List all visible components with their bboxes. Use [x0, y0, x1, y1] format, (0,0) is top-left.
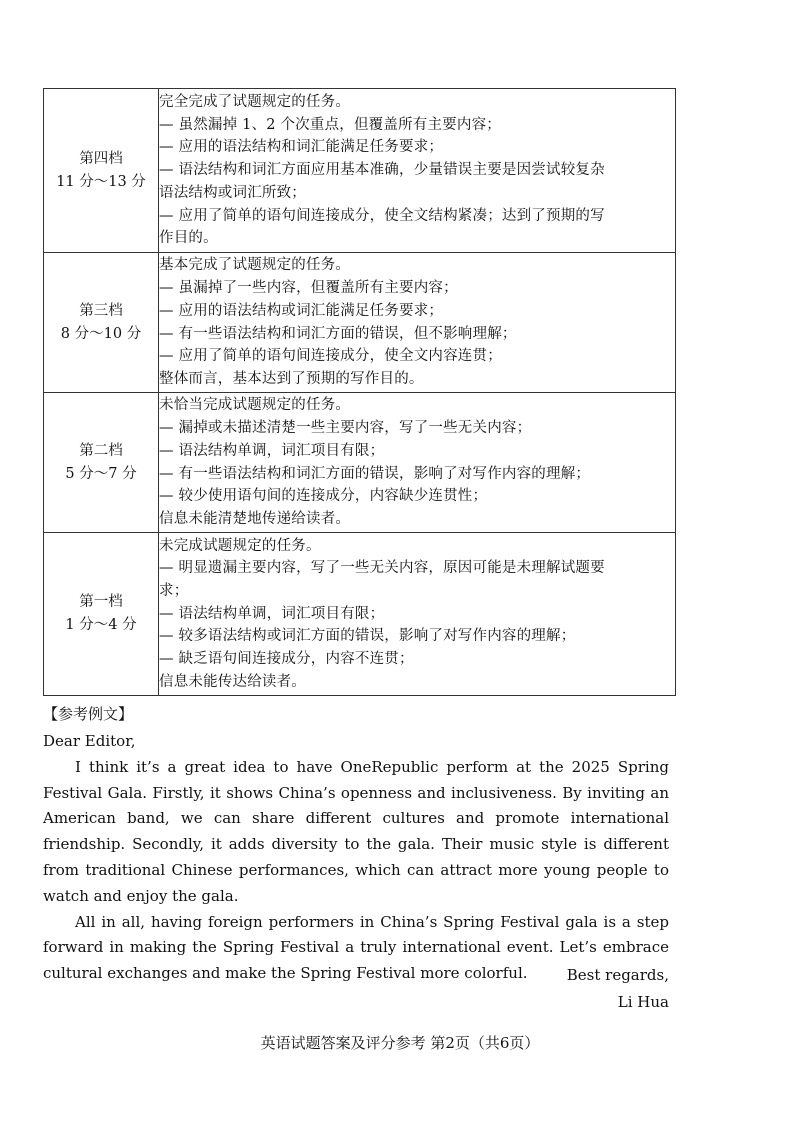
grade-score-range: 1 分～4 分 [65, 617, 137, 633]
criteria-line: — 有一些语法结构和词汇方面的错误，影响了对写作内容的理解； [159, 465, 591, 482]
criteria-line: — 漏掉或未描述清楚一些主要内容，写了一些无关内容； [159, 420, 532, 437]
criteria-line: — 应用了简单的语句间连接成分，使全文内容连贯； [159, 348, 502, 365]
grade-label-cell [44, 393, 159, 533]
letter-closing: Best regards, [566, 966, 669, 984]
page-footer: 英语试题答案及评分参考 第2页（共6页） [260, 1034, 540, 1052]
criteria-line: — 应用了简单的语句间连接成分，使全文结构紧凑；达到了预期的写 [159, 207, 605, 224]
grade-score-range: 8 分～10 分 [60, 325, 142, 342]
grade-label-cell [44, 89, 159, 253]
grade-criteria-cell [159, 533, 676, 696]
criteria-line: — 应用的语法结构或词汇能满足任务要求； [159, 302, 444, 319]
criteria-line: 基本完成了试题规定的任务。 [159, 257, 351, 274]
criteria-line: 信息未能传达给读者。 [159, 673, 306, 690]
rubric-row-grade-3 [44, 253, 676, 393]
letter-paragraph: I think it’s a great idea to have OneRepublic perform at the 2025 Spring Festival Gala. Firstly, it shows China’s openness and inclusiveness. By inviting an American band, we can share different cultures and promote international friendship. Secondly, it adds diversity to the gala. Their music style is different from traditional Chinese performances, which can attract more young people to watch and enjoy the gala. [43, 757, 669, 905]
criteria-line: 语法结构或词汇所致； [159, 184, 306, 201]
grade-name: 第四档 [79, 150, 123, 167]
criteria-line: — 较少使用语句间的连接成分，内容缺少连贯性； [159, 488, 488, 505]
criteria-line: 完全完成了试题规定的任务。 [159, 94, 351, 111]
criteria-line: 求； [159, 582, 189, 599]
rubric-row-grade-2 [44, 393, 676, 533]
sample-essay-heading: 【参考例文】 [43, 705, 134, 723]
criteria-line: — 应用的语法结构和词汇能满足任务要求； [159, 139, 444, 156]
grade-name: 第一档 [79, 594, 123, 610]
criteria-line: — 虽然漏掉 1、2 个次重点，但覆盖所有主要内容； [159, 116, 501, 133]
criteria-line: — 语法结构单调，词汇项目有限； [159, 605, 385, 622]
criteria-line: — 较多语法结构或词汇方面的错误，影响了对写作内容的理解； [159, 628, 576, 645]
grade-score-range: 11 分～13 分 [56, 173, 146, 190]
grade-score-range: 5 分～7 分 [65, 465, 137, 482]
criteria-line: — 语法结构和词汇方面应用基本准确，少量错误主要是因尝试较复杂 [159, 162, 605, 179]
scoring-rubric-table [43, 88, 676, 696]
grade-name: 第二档 [79, 442, 123, 459]
grade-name: 第三档 [79, 302, 123, 319]
letter-signature: Li Hua [617, 993, 669, 1011]
criteria-line: — 缺乏语句间连接成分，内容不连贯； [159, 651, 414, 668]
grade-criteria-cell [159, 89, 676, 253]
criteria-line: 未完成试题规定的任务。 [159, 537, 321, 554]
criteria-line: — 语法结构单调，词汇项目有限； [159, 442, 385, 459]
rubric-row-grade-1 [44, 533, 676, 696]
grade-label-cell [44, 253, 159, 393]
criteria-line: 未恰当完成试题规定的任务。 [159, 397, 351, 414]
grade-criteria-cell [159, 253, 676, 393]
criteria-line: 作目的。 [159, 230, 218, 247]
grade-label-cell [44, 533, 159, 696]
criteria-line: 整体而言，基本达到了预期的写作目的。 [159, 370, 424, 387]
criteria-line: — 虽漏掉了一些内容，但覆盖所有主要内容； [159, 280, 458, 297]
letter-salutation: Dear Editor, [43, 732, 136, 750]
letter-paragraph: All in all, having foreign performers in China’s Spring Festival gala is a step forward in making the Spring Festival a truly international event. Let’s embrace cultural exchanges and make the Spring Festival more colorful. [43, 912, 669, 983]
rubric-row-grade-4 [44, 89, 676, 253]
criteria-line: — 明显遗漏主要内容，写了一些无关内容，原因可能是未理解试题要 [159, 560, 605, 577]
sample-essay-letter [43, 729, 669, 987]
criteria-line: 信息未能清楚地传递给读者。 [159, 510, 351, 527]
criteria-line: — 有一些语法结构和词汇方面的错误，但不影响理解； [159, 325, 517, 342]
grade-criteria-cell [159, 393, 676, 533]
